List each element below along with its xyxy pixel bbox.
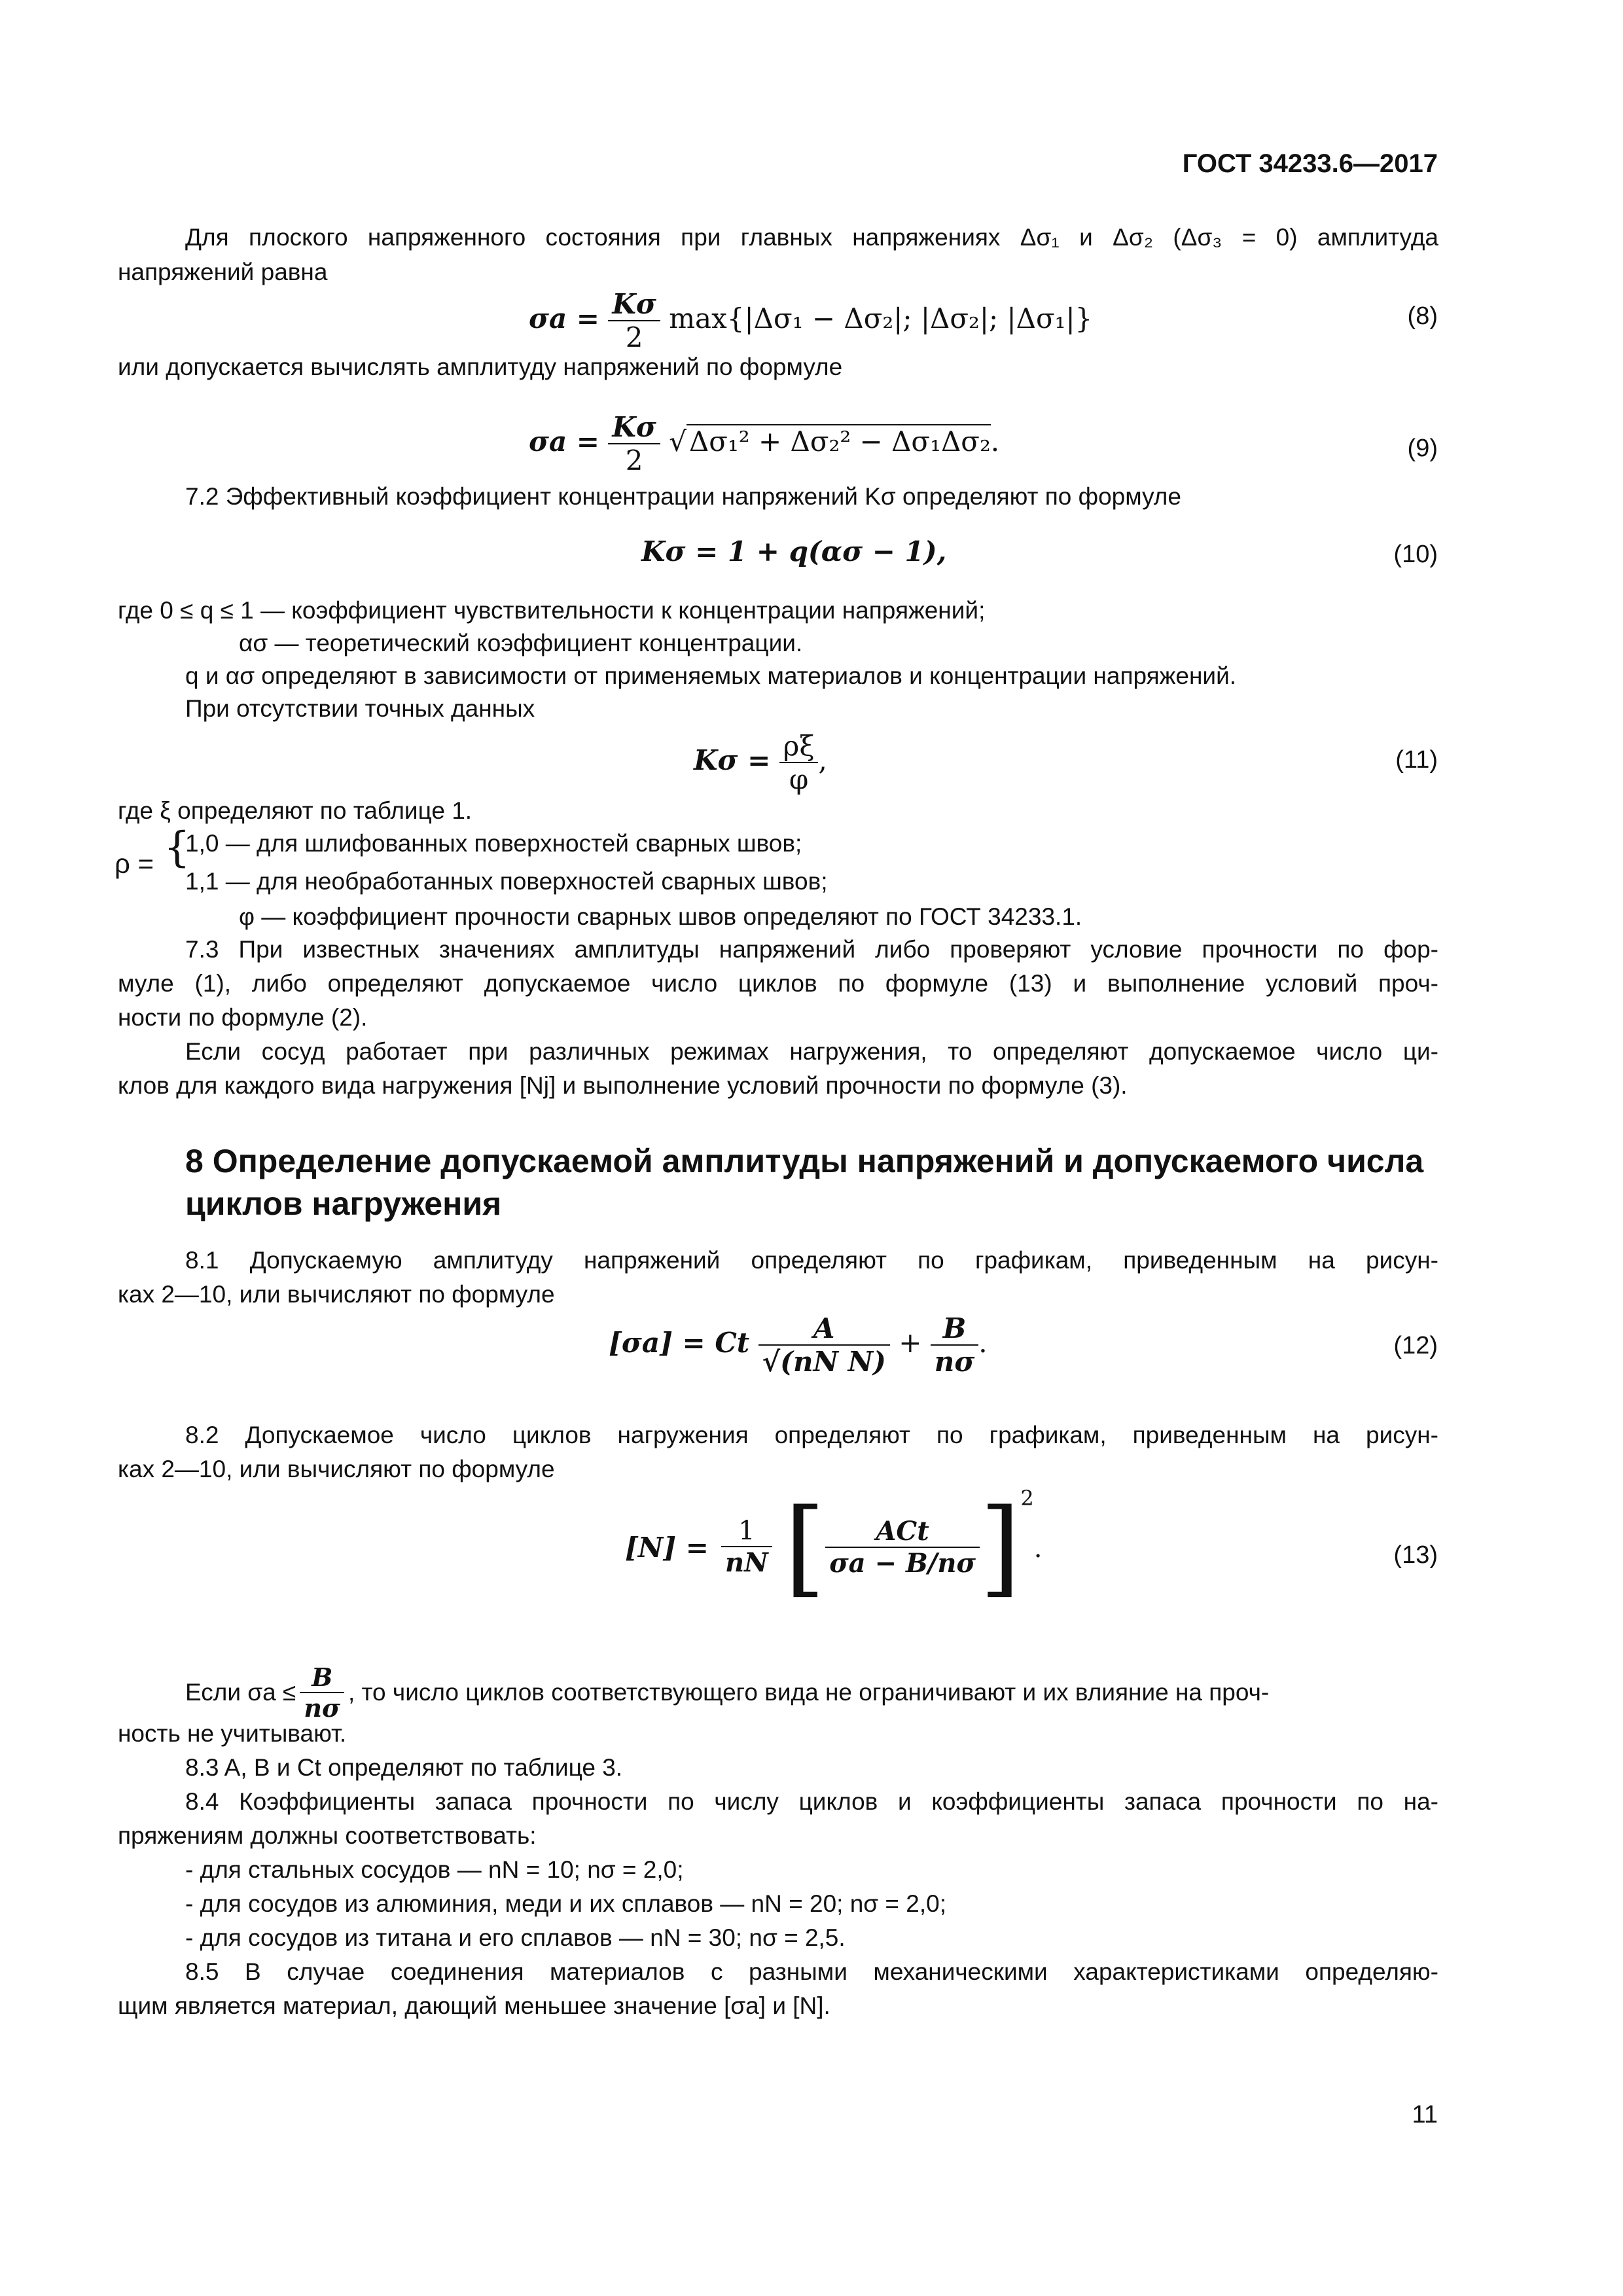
paragraph-line: щим является материал, дающий меньшее значение [σa] и [N].	[118, 1992, 830, 2019]
list-item: - для стальных сосудов — nN = 10; nσ = 2,0;	[185, 1856, 684, 1883]
list-item: - для сосудов из титана и его сплавов — nN = 30; nσ = 2,5.	[185, 1924, 846, 1951]
formula-13: [N] = $\frac{1}{nN}$ [ $\frac{\text{ACt}}{\sigma a - B/n\sigma}$ ]$^2$.	[625, 1486, 1043, 1608]
formula-10: Kσ = 1 + q(ασ − 1),	[641, 535, 947, 567]
paragraph-line: 8.2 Допускаемое число циклов нагружения определяют по графикам, приведенным на рисун-	[185, 1422, 1438, 1448]
paragraph-line: Для плоского напряженного состояния при главных напряжениях Δσ₁ и Δσ₂ (Δσ₃ = 0) амплитуда	[185, 224, 1438, 251]
paragraph-line: напряжений равна	[118, 259, 328, 285]
paragraph-line: ках 2—10, или вычисляют по формуле	[118, 1281, 555, 1308]
paragraph-line: При отсутствии точных данных	[185, 695, 535, 722]
paragraph-line: φ — коэффициент прочности сварных швов определяют по ГОСТ 34233.1.	[239, 903, 1082, 930]
equation-number-10: (10)	[1393, 541, 1438, 568]
brace: {	[164, 823, 190, 872]
paragraph-line: ασ — теоретический коэффициент концентрации.	[239, 630, 803, 656]
equation-number-12: (12)	[1393, 1332, 1438, 1359]
case-line: 1,1 — для необработанных поверхностей сварных швов;	[185, 868, 828, 895]
formula-12: [σa] = Ct $\frac{A}{\text{√(nN N)}}$ + $\frac{B}{n\sigma}$ .	[609, 1312, 988, 1378]
equation-number-13: (13)	[1393, 1541, 1438, 1569]
case-line: 1,0 — для шлифованных поверхностей сварных швов;	[185, 830, 802, 857]
paragraph-line: q и ασ определяют в зависимости от применяемых материалов и концентрации напряжений.	[185, 662, 1237, 689]
paragraph-line: 8.4 Коэффициенты запаса прочности по числу циклов и коэффициенты запаса прочности по на-	[185, 1788, 1438, 1815]
equation-number-8: (8)	[1407, 302, 1438, 330]
paragraph-line: клов для каждого вида нагружения [Nj] и выполнение условий прочности по формуле (3).	[118, 1072, 1128, 1099]
paragraph-line: 8.5 В случае соединения материалов с разными механическими характеристиками определяю-	[185, 1958, 1438, 1985]
paragraph-line: Если σa ≤ $\frac{B}{n\sigma}$ , то число циклов соответствующего вида не ограничивают и их влияние на проч-	[185, 1662, 1270, 1723]
paragraph-line: Если сосуд работает при различных режимах нагружения, то определяют допускаемое число ци-	[185, 1038, 1438, 1065]
paragraph-line: муле (1), либо определяют допускаемое число циклов по формуле (13) и выполнение условий проч-	[118, 970, 1438, 997]
doc-header: ГОСТ 34233.6—2017	[1182, 149, 1438, 178]
equation-number-9: (9)	[1407, 435, 1438, 462]
paragraph-line: 7.3 При известных значениях амплитуды напряжений либо проверяют условие прочности по фор-	[185, 936, 1438, 963]
equation-number-11: (11)	[1395, 746, 1438, 774]
section-heading: 8 Определение допускаемой амплитуды напряжений и допускаемого числа	[185, 1143, 1424, 1179]
rho-symbol: ρ =	[115, 848, 154, 879]
paragraph-line: ках 2—10, или вычисляют по формуле	[118, 1456, 555, 1482]
page-number: 11	[1412, 2101, 1438, 2128]
formula-11: Kσ = $\frac{\rho\xi}{\varphi}$ ,	[694, 730, 827, 795]
paragraph-line: 8.3 A, B и Ct определяют по таблице 3.	[185, 1754, 623, 1781]
formula-9: σa = $\frac{K\sigma}{2}$ √Δσ₁² + Δσ₂² − Δσ₁Δσ₂.	[529, 411, 1000, 476]
paragraph-line: где 0 ≤ q ≤ 1 — коэффициент чувствительности к концентрации напряжений;	[118, 597, 986, 624]
paragraph-line: пряжениям должны соответствовать:	[118, 1822, 537, 1849]
paragraph-line: или допускается вычислять амплитуду напряжений по формуле	[118, 353, 843, 380]
paragraph-line: 7.2 Эффективный коэффициент концентрации напряжений Kσ определяют по формуле	[185, 483, 1181, 510]
paragraph-line: 8.1 Допускаемую амплитуду напряжений определяют по графикам, приведенным на рисун-	[185, 1247, 1438, 1274]
paragraph-line: ности по формуле (2).	[118, 1004, 368, 1031]
formula-8: σa = $\frac{K\sigma}{2}$ max{|Δσ₁ − Δσ₂|; |Δσ₂|; |Δσ₁|}	[529, 288, 1093, 353]
paragraph-line: где ξ определяют по таблице 1.	[118, 797, 473, 824]
section-heading: циклов нагружения	[185, 1185, 502, 1222]
list-item: - для сосудов из алюминия, меди и их сплавов — nN = 20; nσ = 2,0;	[185, 1890, 947, 1917]
paragraph-line: ность не учитывают.	[118, 1720, 347, 1747]
